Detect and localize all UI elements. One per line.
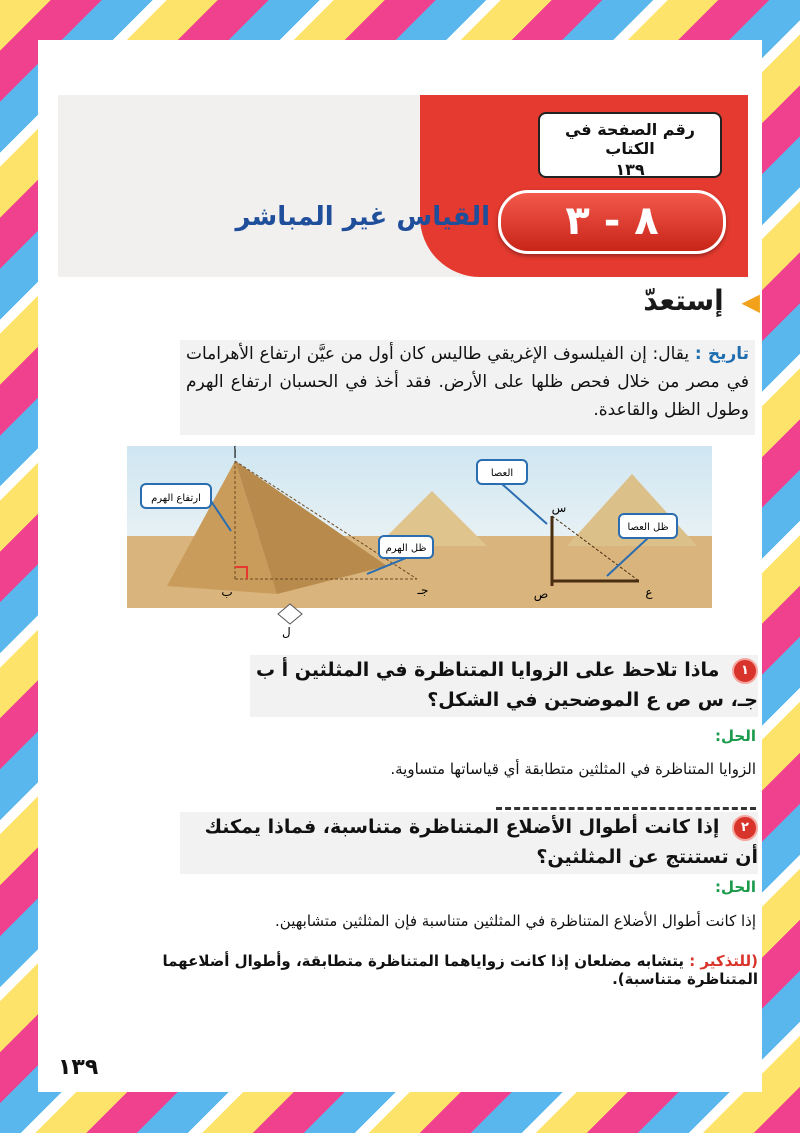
triangle-bullet-icon: ◀ — [741, 288, 760, 316]
book-page-label: رقم الصفحة في الكتاب — [564, 120, 696, 158]
solution-2-text: إذا كانت أطوال الأضلاع المتناظرة في المثلثين متناسبة فإن المثلثين متشابهين. — [275, 912, 756, 930]
solution-1-label: الحل: — [715, 727, 756, 745]
reminder-tag: (للتذكير : — [689, 952, 758, 970]
lesson-title: القياس غير المباشر — [235, 202, 490, 232]
solution-2-label: الحل: — [715, 878, 756, 896]
separator-dashes — [496, 787, 756, 810]
question-1 — [250, 655, 758, 717]
section-heading — [560, 284, 760, 324]
stick-shadow-label: ظل العصا — [627, 522, 669, 533]
reminder-text: يتشابه مضلعان إذا كانت زواياهما المتناظرة متطابقة، وأطوال أضلاعهما المتناظرة متناسبة). — [162, 952, 758, 988]
book-page-number: ١٣٩ — [615, 160, 645, 179]
point-c: جـ — [417, 583, 429, 597]
book-page-box — [538, 112, 722, 178]
point-l-marker — [260, 600, 320, 640]
pyramid-shadow-label: ظل الهرم — [385, 543, 427, 554]
lesson-number: ٨ - ٣ — [498, 190, 726, 254]
pyramid-figure — [127, 446, 712, 608]
solution-1-text: الزوايا المتناظرة في المثلثين متطابقة أي قياساتها متساوية. — [390, 760, 756, 778]
point-sad: ص — [533, 587, 549, 601]
intro-paragraph — [180, 340, 755, 435]
point-b: ب — [221, 585, 233, 599]
stick-label: العصا — [490, 468, 514, 479]
question-2 — [180, 812, 758, 874]
intro-tag: تاريخ : — [694, 344, 750, 364]
point-a: أ — [233, 447, 237, 461]
pyramid-height-label: ارتفاع الهرم — [151, 493, 201, 504]
intro-text-block — [180, 340, 755, 424]
point-l: ل — [282, 625, 291, 639]
intro-text: يقال: إن الفيلسوف الإغريقي طاليس كان أول من عيَّن ارتفاع الأهرامات في مصر من خلال فحص ظلها على الأرض. فقد أخذ في الحسبان ارتفاع الهرم وطول الظل والقاعدة. — [186, 344, 749, 420]
page-number: ١٣٩ — [58, 1055, 99, 1080]
question-2-text: إذا كانت أطوال الأضلاع المتناظرة متناسبة، فماذا يمكنك أن تستنتج عن المثلثين؟ — [204, 816, 758, 868]
point-s: س — [551, 501, 567, 515]
question-2-badge: ٢ — [732, 815, 758, 841]
question-1-badge: ١ — [732, 658, 758, 684]
question-1-text: ماذا تلاحظ على الزوايا المتناظرة في المثلثين أ ب جـ، س ص ع الموضحين في الشكل؟ — [255, 659, 758, 711]
diamond-marker — [278, 604, 302, 624]
reminder — [90, 952, 758, 988]
section-title: إستعدّ — [643, 284, 724, 317]
point-ain: ع — [645, 585, 653, 599]
